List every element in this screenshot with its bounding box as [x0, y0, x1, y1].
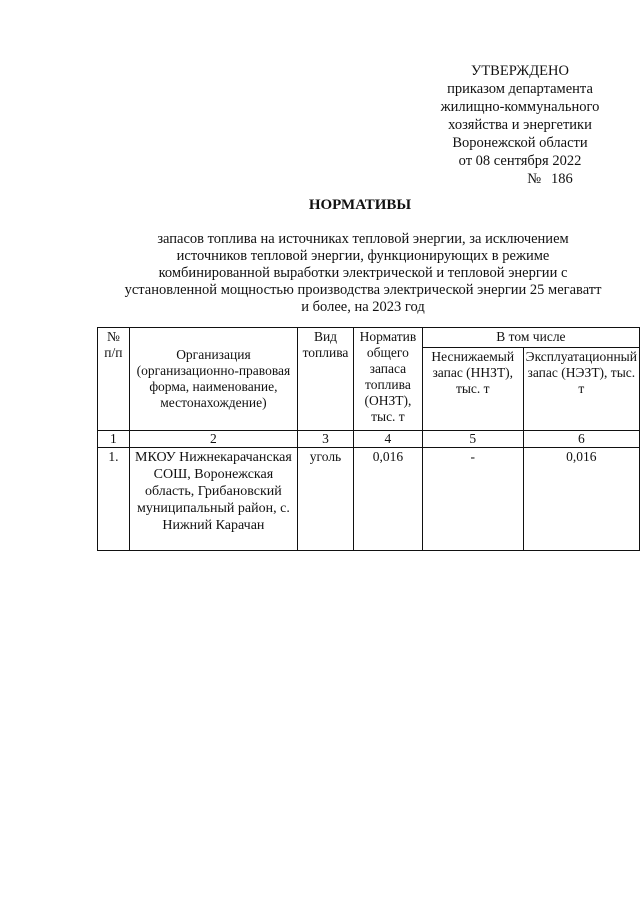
index-cell: 1: [98, 431, 130, 448]
row-nnzt: -: [422, 448, 523, 551]
header-norm: Норматив общего запаса топлива (ОНЗТ), тыс. т: [353, 328, 422, 431]
row-onzt: 0,016: [353, 448, 422, 551]
number-sign: №: [527, 171, 542, 187]
index-cell: 3: [298, 431, 354, 448]
index-cell: 2: [129, 431, 297, 448]
subtitle-line-4: установленной мощностью производства электрической энергии 25 мегаватт: [124, 282, 602, 298]
index-cell: 5: [422, 431, 523, 448]
approval-heading: УТВЕРЖДЕНО: [471, 63, 569, 79]
approval-number: 186: [551, 171, 573, 187]
subtitle-line-1: запасов топлива на источниках тепловой энергии, за исключением: [157, 231, 569, 247]
row-org: МКОУ Нижнекарачанская СОШ, Воронежская область, Грибановский муниципальный район, с. Нижний Карачан: [129, 448, 297, 551]
index-cell: 6: [523, 431, 639, 448]
subtitle-line-5: и более, на 2023 год: [301, 299, 425, 315]
approval-line-4: Воронежской области: [452, 135, 588, 151]
table-row: [98, 448, 640, 551]
row-fuel: уголь: [298, 448, 354, 551]
subtitle-line-2: источников тепловой энергии, функционирующих в режиме: [176, 248, 550, 264]
approval-date: от 08 сентября 2022: [458, 153, 582, 169]
header-nezt: Эксплуатационный запас (НЭЗТ), тыс. т: [523, 348, 639, 431]
header-num: № п/п: [98, 328, 130, 431]
index-cell: 4: [353, 431, 422, 448]
row-num: 1.: [98, 448, 130, 551]
header-fuel: Вид топлива: [298, 328, 354, 431]
header-including: В том числе: [422, 328, 639, 348]
header-row-1: [98, 328, 640, 348]
header-nnzt: Неснижаемый запас (ННЗТ), тыс. т: [422, 348, 523, 431]
approval-line-3: хозяйства и энергетики: [448, 117, 592, 133]
index-row: [98, 431, 640, 448]
subtitle-line-3: комбинированной выработки электрической и тепловой энергии с: [158, 265, 568, 281]
approval-block: [420, 62, 620, 188]
document-title: НОРМАТИВЫ: [308, 197, 412, 213]
document-subtitle: [98, 231, 628, 316]
approval-number-line: [420, 170, 620, 188]
header-org: Организация (организационно-правовая форма, наименование, местонахождение): [129, 328, 297, 431]
norms-table: [97, 327, 640, 551]
approval-line-1: приказом департамента: [447, 81, 593, 97]
approval-line-2: жилищно-коммунального: [440, 99, 600, 115]
row-nezt: 0,016: [523, 448, 639, 551]
